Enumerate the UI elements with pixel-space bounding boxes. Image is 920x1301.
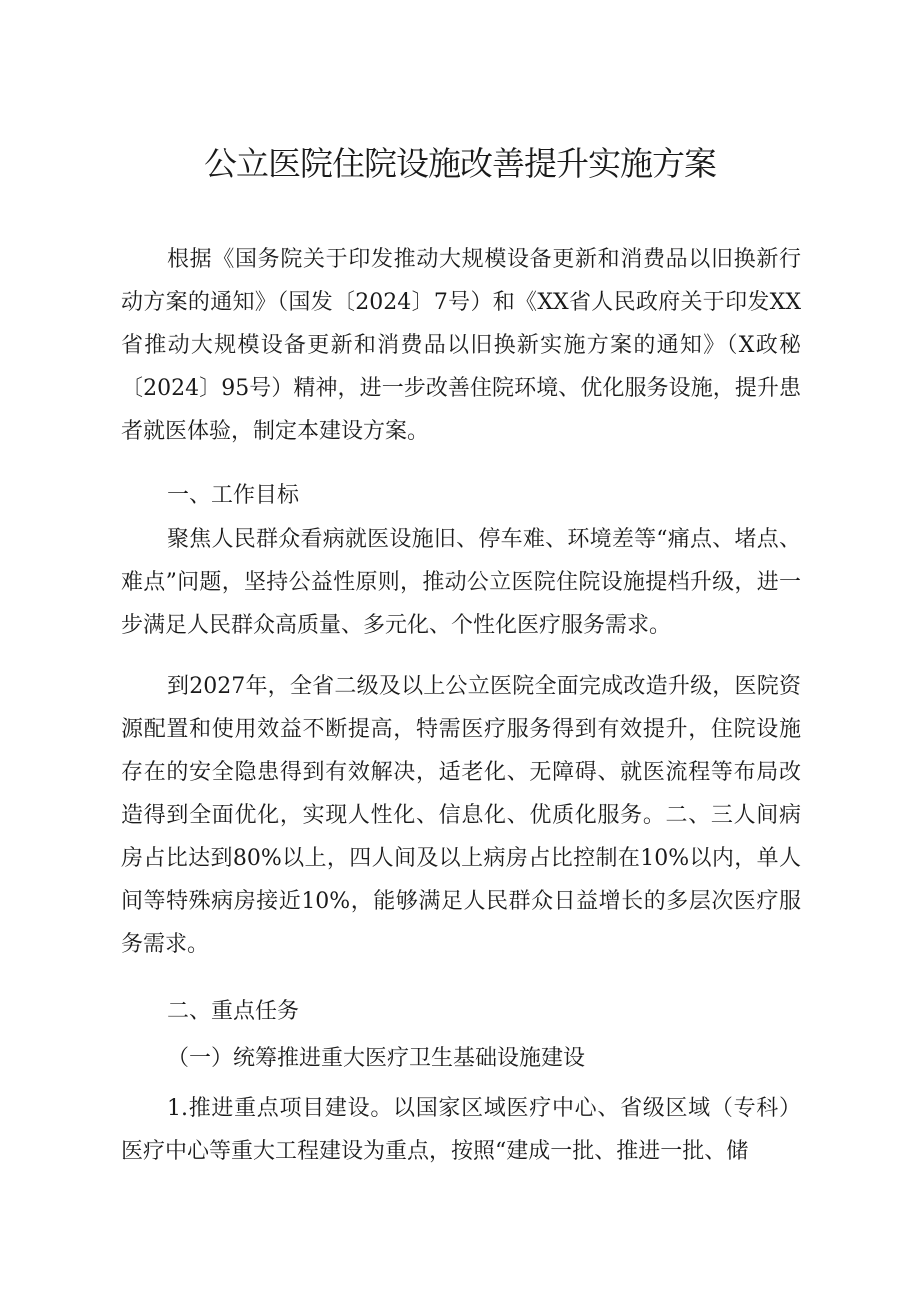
document-title: 公立医院住院设施改善提升实施方案 (204, 144, 716, 183)
section-heading-goals: 一、工作目标 (167, 483, 300, 508)
section-heading-tasks: 二、重点任务 (167, 999, 300, 1024)
intro-paragraph: 根据《国务院关于印发推动大规模设备更新和消费品以旧换新行动方案的通知》（国发〔2024〕7号）和《XX省人民政府关于印发XX省推动大规模设备更新和消费品以旧换新实施方案的通知》（X政秘〔2024〕95号）精神，进一步改善住院环境、优化服务设施，提升患者就医体验，制定本建设方案。 (121, 247, 801, 444)
goals-paragraph-2027: 到2027年，全省二级及以上公立医院全面完成改造升级，医院资源配置和使用效益不断提高，特需医疗服务得到有效提升，住院设施存在的安全隐患得到有效解决，适老化、无障碍、就医流程等布局改造得到全面优化，实现人性化、信息化、优质化服务。二、三人间病房占比达到80%以上，四人间及以上病房占比控制在10%以内，单人间等特殊病房接近10%，能够满足人民群众日益增长的多层次医疗服务需求。 (121, 674, 801, 957)
goals-paragraph-focus: 聚焦人民群众看病就医设施旧、停车难、环境差等“痛点、堵点、难点”问题，坚持公益性原则，推动公立医院住院设施提档升级，进一步满足人民群众高质量、多元化、个性化医疗服务需求。 (121, 527, 801, 638)
subsection-heading-infrastructure: （一）统筹推进重大医疗卫生基础设施建设 (167, 1046, 586, 1071)
task-item-key-projects: 1.推进重点项目建设。以国家区域医疗中心、省级区域（专科）医疗中心等重大工程建设为重点，按照“建成一批、推进一批、储 (121, 1096, 801, 1164)
